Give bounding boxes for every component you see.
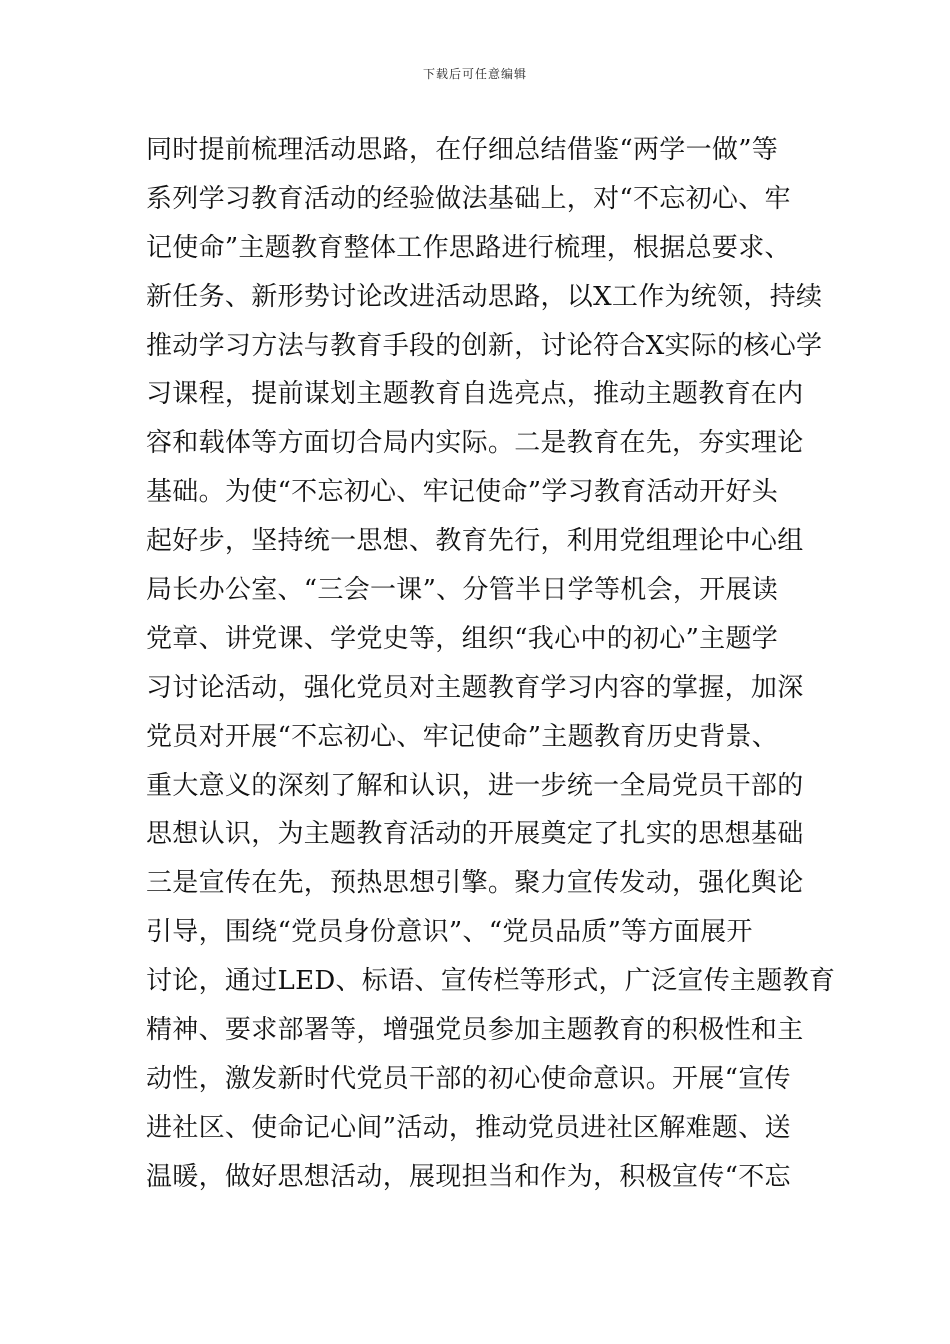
text-line: 精神、要求部署等，增强党员参加主题教育的积极性和主 <box>146 1015 804 1046</box>
text-line: 进社区、使命记心间”活动，推动党员进社区解难题、送 <box>146 1112 791 1143</box>
text-line: 重大意义的深刻了解和认识，进一步统一全局党员干部的 <box>146 770 804 801</box>
text-line: 习讨论活动，强化党员对主题教育学习内容的掌握，加深 <box>146 672 804 703</box>
text-line: 动性，激发新时代党员干部的初心使命意识。开展“宣传 <box>146 1063 791 1094</box>
text-line: 基础。为使“不忘初心、牢记使命”学习教育活动开好头 <box>146 477 779 508</box>
body-paragraph <box>146 126 836 1202</box>
text-line: 记使命”主题教育整体工作思路进行梳理，根据总要求、 <box>146 232 791 263</box>
text-line: 同时提前梳理活动思路，在仔细总结借鉴“两学一做”等 <box>146 135 779 165</box>
text-line: 三是宣传在先，预热思想引擎。聚力宣传发动，强化舆论 <box>146 868 804 899</box>
text-line: 新任务、新形势讨论改进活动思路，以X工作为统领，持续 <box>146 281 823 312</box>
page-header-note: 下载后可任意编辑 <box>422 67 527 81</box>
text-line: 温暖，做好思想活动，展现担当和作为，积极宣传“不忘 <box>146 1161 791 1192</box>
text-line: 习课程，提前谋划主题教育自选亮点，推动主题教育在内 <box>146 379 804 410</box>
text-line: 推动学习方法与教育手段的创新，讨论符合X实际的核心学 <box>146 330 823 361</box>
text-line: 引导，围绕“党员身份意识”、“党员品质”等方面展开 <box>146 917 753 948</box>
text-line: 党员对开展“不忘初心、牢记使命”主题教育历史背景、 <box>146 721 779 752</box>
text-line: 容和载体等方面切合局内实际。二是教育在先，夯实理论 <box>146 428 804 459</box>
text-line: 起好步，坚持统一思想、教育先行，利用党组理论中心组 <box>146 526 804 557</box>
text-line: 党章、讲党课、学党史等，组织“我心中的初心”主题学 <box>146 623 779 654</box>
text-line: 思想认识，为主题教育活动的开展奠定了扎实的思想基础 <box>146 819 804 850</box>
text-line: 讨论，通过LED、标语、宣传栏等形式，广泛宣传主题教育 <box>146 966 836 997</box>
text-line: 局长办公室、“三会一课”、分管半日学等机会，开展读 <box>146 575 779 606</box>
text-line: 系列学习教育活动的经验做法基础上，对“不忘初心、牢 <box>146 183 791 214</box>
